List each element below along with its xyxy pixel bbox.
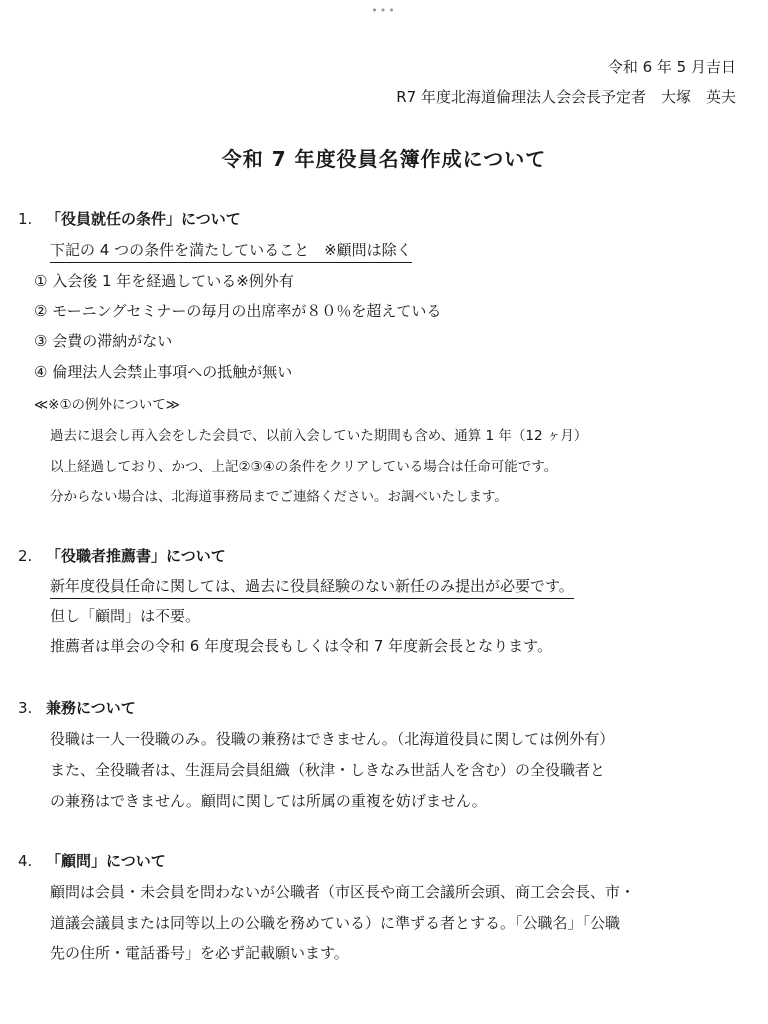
section-2-line: 但し「顧問」は不要。	[50, 607, 201, 625]
section-4-line: 先の住所・電話番号」を必ず記載願います。	[50, 944, 349, 962]
section-number: 1.	[18, 210, 33, 228]
exception-line: 過去に退会し再入会をした会員で、以前入会していた期間も含め、通算 1 年（12 ヶ月）	[50, 428, 588, 444]
section-2-line: 推薦者は単会の令和 6 年度現会長もしくは令和 7 年度新会長となります。	[50, 637, 552, 655]
section-1-intro	[50, 239, 412, 260]
document-date: 令和 6 年 5 月吉日	[607, 58, 736, 76]
section-1-heading	[18, 208, 241, 229]
exception-line: 分からない場合は、北海道事務局までご連絡ください。お調べいたします。	[50, 489, 508, 505]
condition-item: ③ 会費の滞納がない	[34, 332, 173, 350]
document-author: R7 年度北海道倫理法人会会長予定者 大塚 英夫	[396, 88, 736, 106]
section-heading-text: 兼務について	[46, 699, 136, 717]
section-4-line: 顧問は会員・未会員を問わないが公職者（市区長や商工会議所会頭、商工会会長、市・	[50, 883, 636, 901]
section-3-line: の兼務はできません。顧問に関しては所属の重複を妨げません。	[50, 792, 487, 810]
exception-title: ≪※①の例外について≫	[34, 397, 180, 413]
underlined-text: 下記の 4 つの条件を満たしていること ※顧問は除く	[50, 241, 412, 263]
section-4-line: 道議会議員または同等以上の公職を務めている）に準ずる者とする。「公職名」「公職	[50, 914, 621, 932]
section-heading-text: 「役員就任の条件」について	[46, 210, 241, 228]
section-heading-text: 「顧問」について	[46, 852, 166, 870]
document-title: 令和 7 年度役員名簿作成について	[221, 147, 547, 171]
underlined-text: 新年度役員任命に関しては、過去に役員経験のない新任のみ提出が必要です。	[50, 577, 574, 599]
section-2-heading	[18, 545, 226, 566]
exception-line: 以上経過しており、かつ、上記②③④の条件をクリアしている場合は任命可能です。	[50, 459, 558, 475]
section-3-line: また、全役職者は、生涯局会員組織（秋津・しきなみ世話人を含む）の全役職者と	[50, 761, 606, 779]
section-4-heading	[18, 850, 166, 871]
condition-item: ④ 倫理法人会禁止事項への抵触が無い	[34, 363, 293, 381]
more-options-icon[interactable]: •••	[371, 4, 397, 17]
condition-item: ② モーニングセミナーの毎月の出席率が８０％を超えている	[34, 302, 442, 320]
section-number: 4.	[18, 852, 33, 870]
section-heading-text: 「役職者推薦書」について	[46, 547, 226, 565]
section-3-line: 役職は一人一役職のみ。役職の兼務はできません。（北海道役員に関しては例外有）	[50, 730, 615, 748]
section-number: 3.	[18, 699, 33, 717]
section-3-heading	[18, 697, 136, 718]
condition-item: ① 入会後 1 年を経過している※例外有	[34, 272, 294, 290]
section-number: 2.	[18, 547, 33, 565]
section-2-line	[50, 575, 574, 596]
